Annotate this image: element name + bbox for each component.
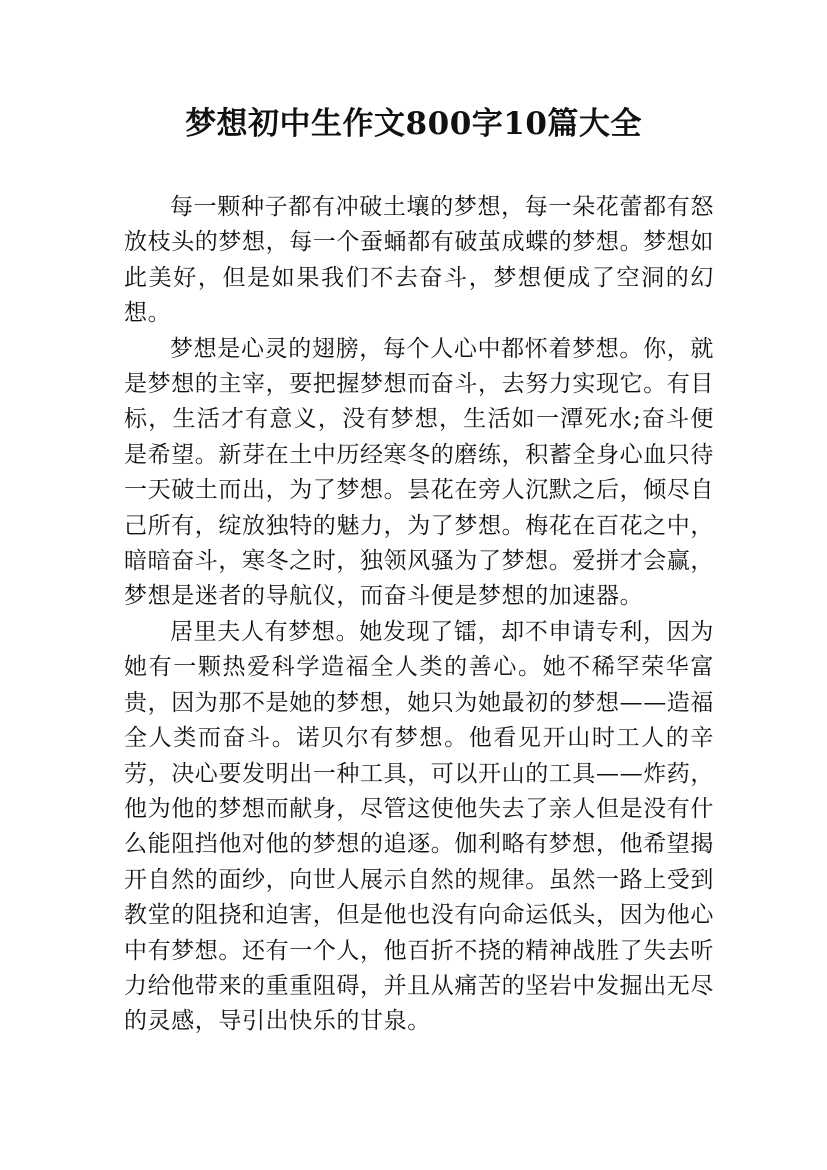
- paragraph-2: 梦想是心灵的翅膀，每个人心中都怀着梦想。你，就是梦想的主宰，要把握梦想而奋斗，去努力实现它。有目标，生活才有意义，没有梦想，生活如一潭死水;奋斗便是希望。新芽在土中历经寒冬的磨练，积蓄全身心血只待一天破土而出，为了梦想。昙花在旁人沉默之后，倾尽自己所有，绽放独特的魅力，为了梦想。梅花在百花之中，暗暗奋斗，寒冬之时，独领风骚为了梦想。爱拼才会赢，梦想是迷者的导航仪，而奋斗便是梦想的加速器。: [124, 335, 714, 610]
- document-title: 梦想初中生作文800字10篇大全: [185, 106, 642, 142]
- paragraph-3: 居里夫人有梦想。她发现了镭，却不申请专利，因为她有一颗热爱科学造福全人类的善心。她不稀罕荣华富贵，因为那不是她的梦想，她只为她最初的梦想——造福全人类而奋斗。诺贝尔有梦想。他看见开山时工人的辛劳，决心要发明出一种工具，可以开山的工具——炸药，他为他的梦想而献身，尽管这使他失去了亲人但是没有什么能阻挡他对他的梦想的追逐。伽利略有梦想，他希望揭开自然的面纱，向世人展示自然的规律。虽然一路上受到教堂的阻挠和迫害，但是他也没有向命运低头，因为他心中有梦想。还有一个人，他百折不挠的精神战胜了失去听力给他带来的重重阻碍，并且从痛苦的坚岩中发掘出无尽的灵感，导引出快乐的甘泉。: [124, 618, 714, 1035]
- paragraph-1: 每一颗种子都有冲破土壤的梦想，每一朵花蕾都有怒放枝头的梦想，每一个蚕蛹都有破茧成蝶的梦想。梦想如此美好，但是如果我们不去奋斗，梦想便成了空洞的幻想。: [124, 194, 714, 327]
- document-body: [124, 190, 714, 1040]
